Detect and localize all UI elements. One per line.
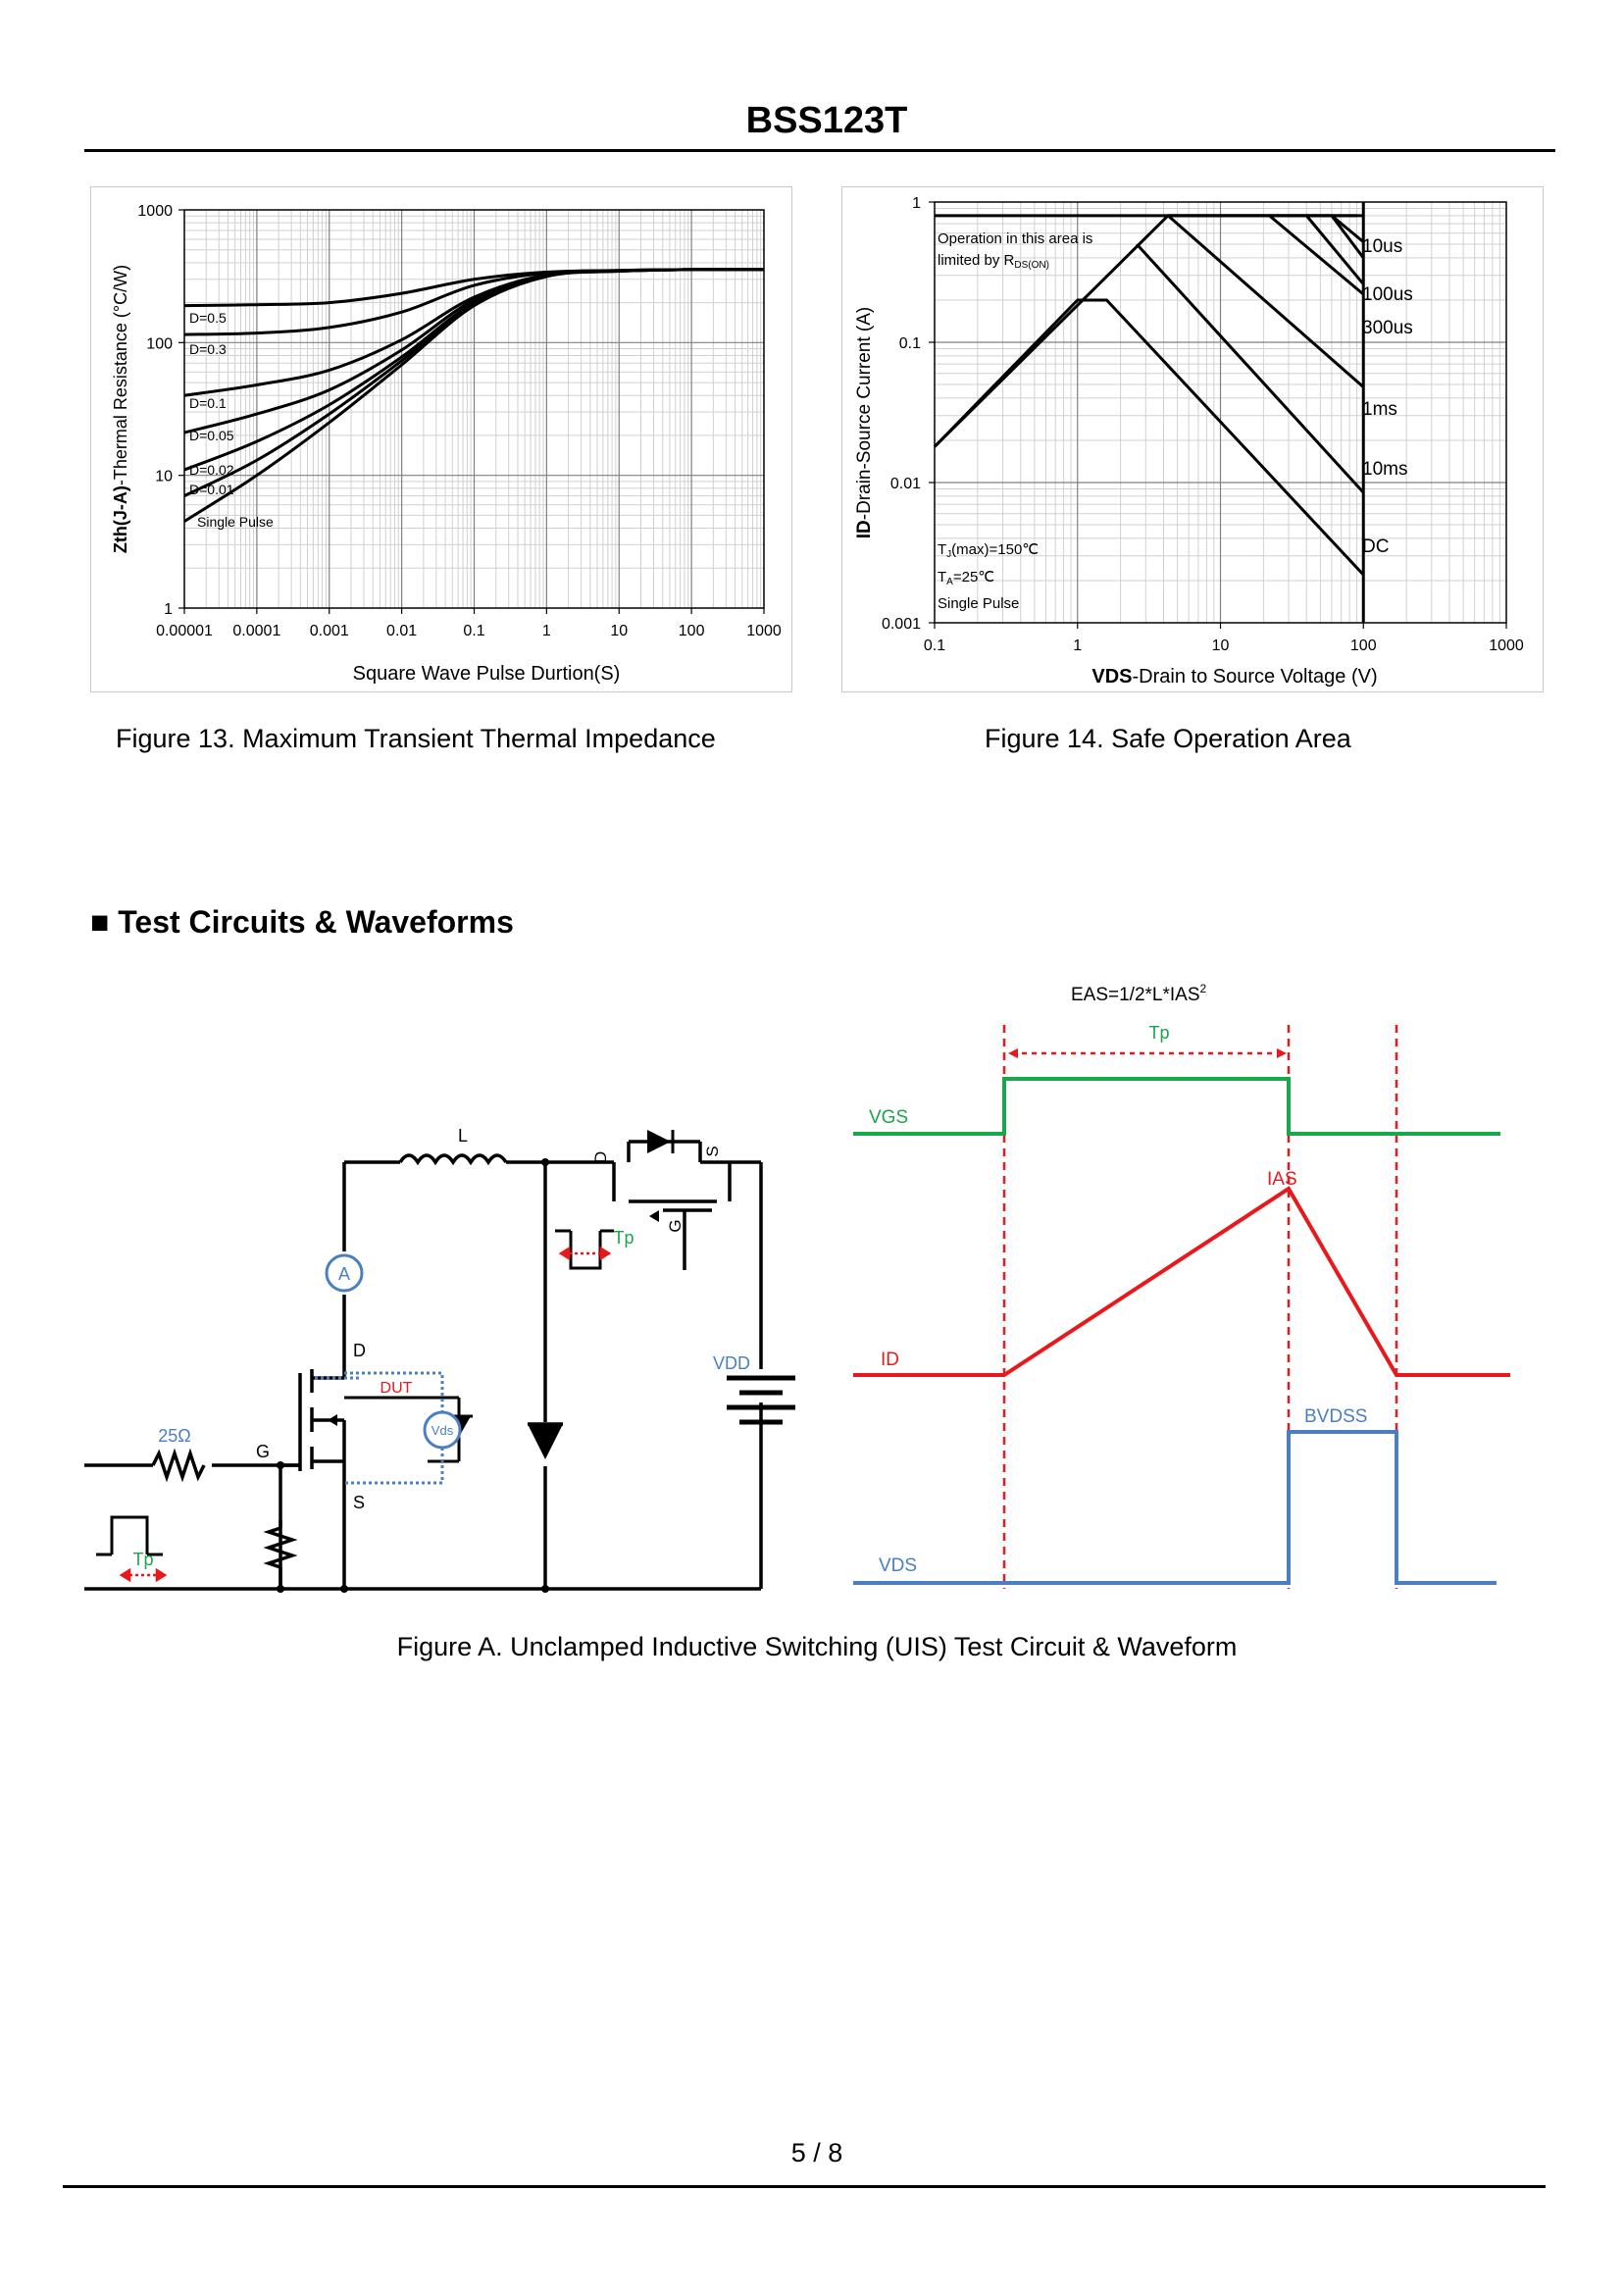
tj-annotation: $T_J(\max)=150℃$ [938, 541, 1040, 560]
figure-14-caption: Figure 14. Safe Operation Area [985, 724, 1351, 753]
freewheel-diode-symbol [528, 1424, 563, 1459]
timing-markers [1004, 1025, 1396, 1589]
y-tick-label: 1000 [137, 203, 173, 220]
resistor-label: 25Ω [158, 1426, 191, 1446]
series-label: 100us [1362, 284, 1413, 305]
gate-label: G [256, 1442, 271, 1461]
x-tick-label: 0.001 [309, 623, 349, 639]
inductor-symbol [400, 1155, 506, 1162]
y-tick-label: 0.001 [881, 616, 921, 633]
rds-annotation-line2: limited by $R_{DS(ON)}$ [938, 252, 1049, 271]
footer-rule [63, 2185, 1546, 2188]
tp-label: Tp [1148, 1023, 1170, 1043]
source-label: S [353, 1493, 366, 1512]
y-tick-label: 0.01 [889, 476, 921, 492]
series-label: D=0.01 [189, 482, 234, 497]
vds-trace [853, 1432, 1497, 1583]
series-line [935, 300, 1363, 575]
series-label: D=0.5 [189, 310, 227, 326]
x-tick-label: 0.1 [463, 623, 485, 639]
x-axis-label: VDS-Drain to Source Voltage (V) [1091, 666, 1378, 688]
series-label: D=0.1 [189, 395, 227, 411]
document-title: BSS123T [745, 100, 908, 141]
y-tick-label: 1 [912, 195, 921, 212]
mosfet-arrow [328, 1414, 337, 1426]
y-axis-label: Zth(J-A)-Thermal Resistance (°C/W) [111, 264, 130, 554]
series-label: 1ms [1362, 399, 1397, 420]
bvdss-label: BVDSS [1304, 1406, 1368, 1427]
x-tick-label: 0.0001 [232, 623, 281, 639]
tp-label-top: Tp [613, 1228, 634, 1248]
x-tick-label: 1 [541, 623, 551, 639]
figure-13-caption: Figure 13. Maximum Transient Thermal Impedance [116, 724, 716, 753]
series-label: Single Pulse [197, 514, 274, 530]
inductor-label: L [457, 1126, 469, 1146]
vds-label: VDS [879, 1555, 918, 1576]
x-tick-label: 10 [1211, 637, 1230, 654]
single-pulse-annotation: Single Pulse [938, 595, 1020, 612]
vds-meter-label: Vds [431, 1423, 454, 1438]
eas-formula: $EAS=1/2*L*IAS^2$ [1071, 982, 1207, 1005]
id-trace [853, 1189, 1510, 1375]
ias-label: IAS [1267, 1169, 1297, 1190]
top-source-label: S [703, 1146, 722, 1157]
vdd-label: VDD [712, 1353, 751, 1373]
resistor-25-symbol [153, 1453, 204, 1477]
x-tick-label: 100 [678, 623, 705, 639]
series-label: D=0.3 [189, 341, 227, 357]
uis-waveform [843, 971, 1530, 1608]
page-number: 5 / 8 [790, 2138, 843, 2167]
tp-label-bottom: Tp [132, 1550, 154, 1569]
series-label: DC [1362, 536, 1390, 557]
figure-13-chart [90, 186, 792, 692]
figure-a-caption: Figure A. Unclamped Inductive Switching (UIS) Test Circuit & Waveform [396, 1632, 1238, 1661]
x-tick-label: 0.1 [923, 637, 946, 654]
section-heading: ■ Test Circuits & Waveforms [90, 904, 514, 940]
x-tick-label: 100 [1349, 637, 1377, 654]
series-line [1168, 216, 1363, 387]
gate-pulse-top [571, 1231, 600, 1268]
x-tick-label: 1000 [1489, 637, 1524, 654]
y-tick-label: 0.1 [898, 335, 921, 352]
id-label: ID [881, 1350, 899, 1370]
series-line-300us-edge [1306, 216, 1363, 284]
dut-label: DUT [380, 1380, 413, 1397]
header-rule [84, 149, 1555, 152]
tp-arrows [122, 1249, 609, 1580]
x-tick-label: 10 [610, 623, 629, 639]
ta-annotation: $T_A=25℃$ [938, 569, 995, 587]
x-tick-label: 0.01 [386, 623, 418, 639]
rds-annotation-line1: Operation in this area is [938, 230, 1093, 247]
uis-test-circuit [84, 1079, 810, 1608]
figure-14-chart [841, 186, 1544, 692]
vgs-trace [853, 1079, 1500, 1134]
top-gate-label: G [666, 1219, 685, 1233]
x-tick-label: 1000 [746, 623, 782, 639]
y-axis-label: ID-Drain-Source Current (A) [854, 306, 875, 539]
y-tick-label: 100 [146, 335, 173, 353]
top-drain-label: D [591, 1150, 610, 1164]
y-tick-label: 1 [164, 601, 173, 618]
top-diode-symbol [647, 1130, 671, 1153]
series-label: 300us [1362, 318, 1413, 338]
thermal-impedance-chart [91, 187, 791, 691]
y-tick-label: 10 [155, 468, 173, 485]
series-label: D=0.02 [189, 462, 234, 478]
drain-label: D [353, 1341, 366, 1360]
safe-operating-area-chart [842, 187, 1543, 691]
ammeter-label: A [337, 1264, 351, 1284]
x-tick-label: 0.00001 [156, 623, 213, 639]
series-label: 10ms [1362, 459, 1408, 480]
series-label: D=0.05 [189, 428, 234, 443]
circuit-wires [84, 1142, 795, 1589]
x-tick-label: 1 [1073, 637, 1083, 654]
vgs-label: VGS [869, 1107, 909, 1128]
series-line [1168, 216, 1363, 258]
series-label: 10us [1362, 236, 1403, 257]
x-axis-label: Square Wave Pulse Durtion(S) [352, 663, 621, 685]
